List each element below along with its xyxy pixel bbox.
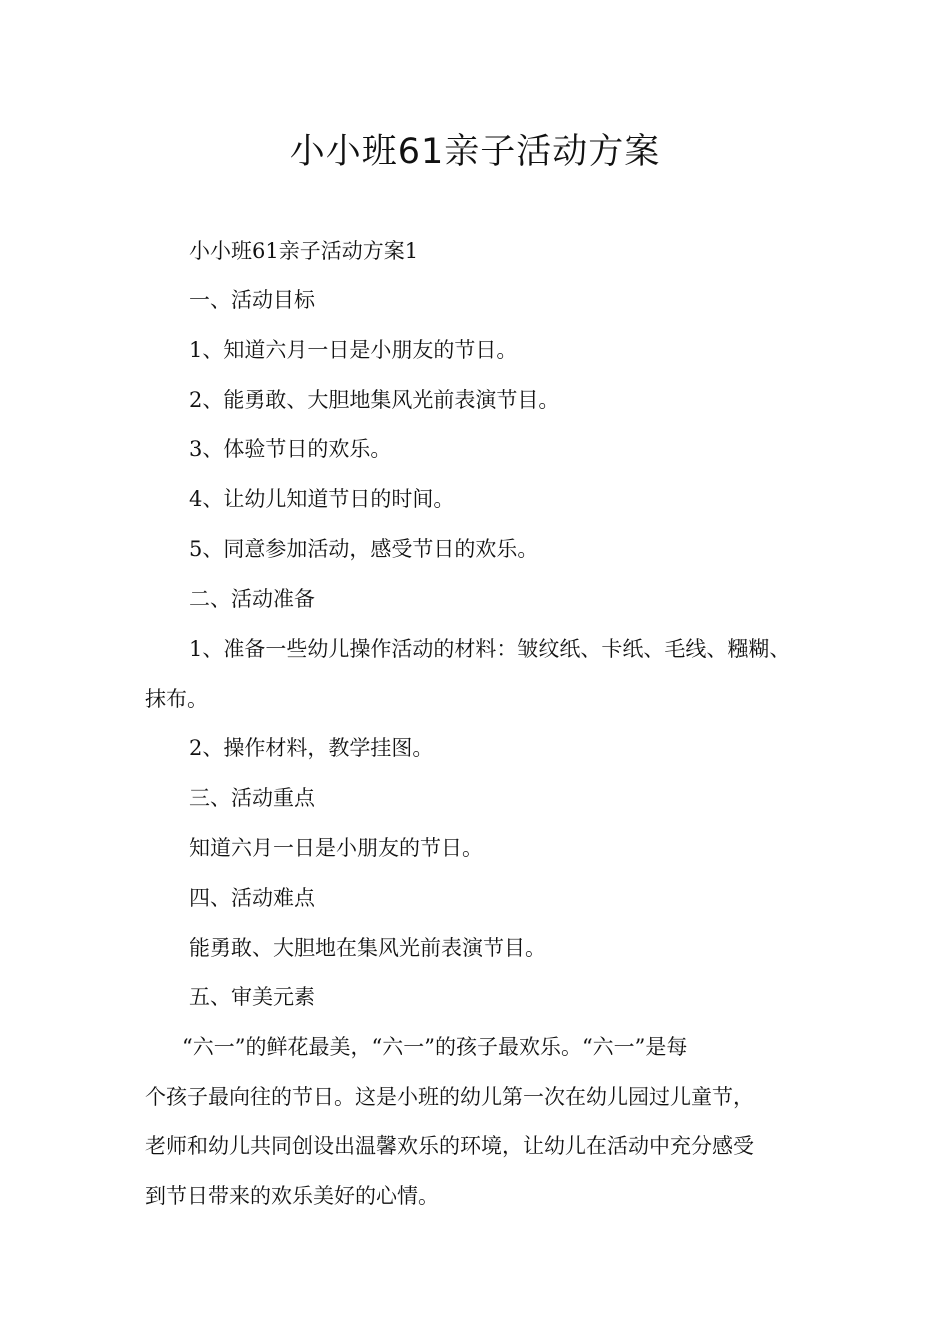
aesthetic-paragraph-line-1: “六一”的鲜花最美，“六一”的孩子最欢乐。“六一”是每 — [182, 1035, 688, 1059]
section-heading-goals: 一、活动目标 — [189, 288, 315, 312]
key-point-text: 知道六月一日是小朋友的节日。 — [189, 836, 483, 860]
section-heading-aesthetic: 五、审美元素 — [189, 985, 315, 1009]
goal-item-1: 1、知道六月一日是小朋友的节日。 — [189, 338, 518, 362]
section-heading-difficulty: 四、活动难点 — [189, 886, 315, 910]
goal-item-5: 5、同意参加活动，感受节日的欢乐。 — [189, 537, 539, 561]
preparation-item-2: 2、操作材料，教学挂图。 — [189, 736, 434, 760]
aesthetic-paragraph-line-4: 到节日带来的欢乐美好的心情。 — [145, 1184, 439, 1208]
goal-item-4: 4、让幼儿知道节日的时间。 — [189, 487, 455, 511]
difficulty-text: 能勇敢、大胆地在集风光前表演节目。 — [189, 936, 546, 960]
aesthetic-paragraph-line-2: 个孩子最向往的节日。这是小班的幼儿第一次在幼儿园过儿童节， — [145, 1085, 754, 1109]
preparation-item-1-continued: 抹布。 — [145, 687, 208, 711]
preparation-item-1: 1、准备一些幼儿操作活动的材料：皱纹纸、卡纸、毛线、糨糊、 — [189, 637, 791, 661]
section-heading-preparation: 二、活动准备 — [189, 587, 315, 611]
section-heading-key-point: 三、活动重点 — [189, 786, 315, 810]
aesthetic-paragraph-line-3: 老师和幼儿共同创设出温馨欢乐的环境，让幼儿在活动中充分感受 — [145, 1134, 754, 1158]
section-heading-plan-1: 小小班61亲子活动方案1 — [189, 239, 419, 263]
document-title: 小小班61亲子活动方案 — [289, 132, 661, 172]
goal-item-2: 2、能勇敢、大胆地集风光前表演节目。 — [189, 388, 560, 412]
goal-item-3: 3、体验节日的欢乐。 — [189, 437, 392, 461]
